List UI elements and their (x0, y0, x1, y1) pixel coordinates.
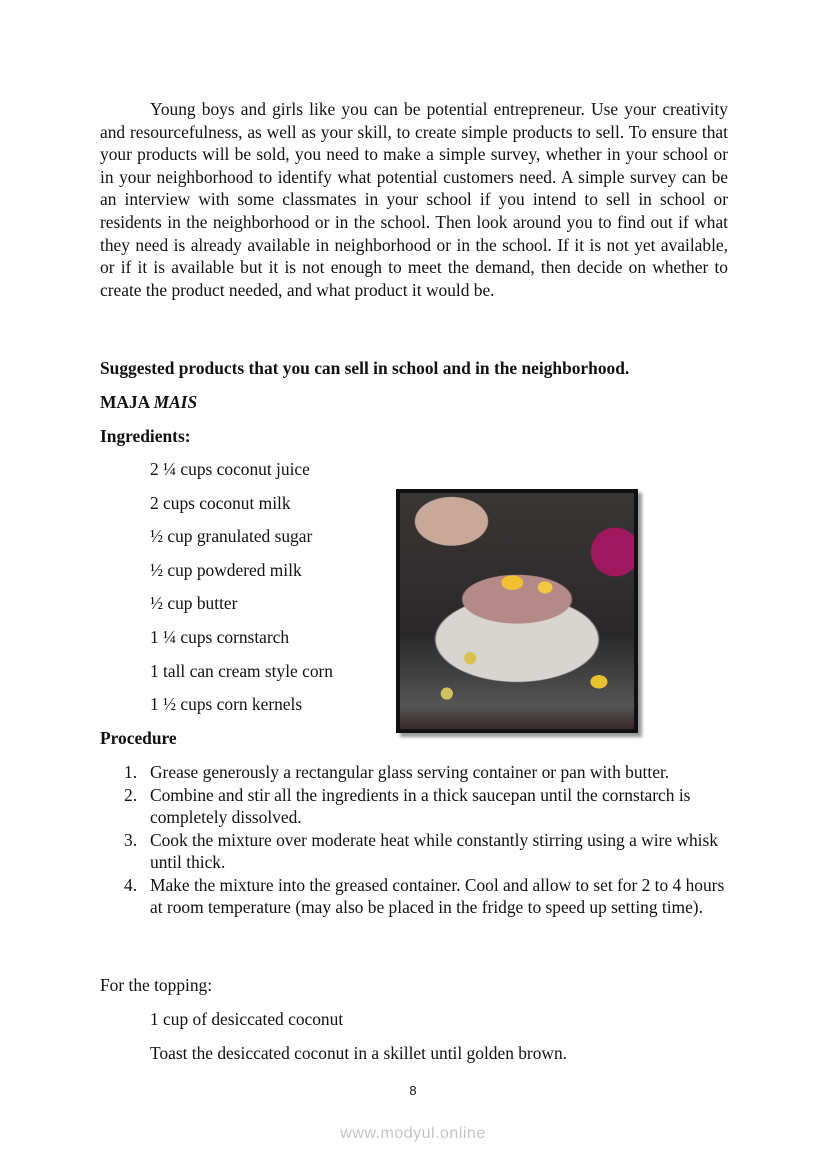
ingredients-heading: Ingredients: (100, 426, 191, 446)
procedure-step (100, 874, 730, 919)
page-number: 8 (409, 1083, 417, 1098)
recipe-title-part1: MAJA (100, 392, 154, 412)
procedure-heading: Procedure (100, 728, 177, 748)
procedure-step (100, 829, 730, 874)
procedure-list (100, 761, 730, 919)
intro-paragraph: Young boys and girls like you can be potential entrepreneur. Use your creativity and resourcefulness, as well as your skill, to create simple products to sell. To ensure that your products will be sold, you need to make a simple survey, whether in your school or in your neighborhood to identify what potential customers need. A simple survey can be an interview with some classmates in your school if you intend to sell in school or residents in the neighborhood or in the school. Then look around you to find out if what they need is already available in neighborhood or in the school. If it is not yet available, or if it is available but it is not enough to meet the demand, then decide on whether to create the product needed, and what product it would be. (100, 99, 728, 300)
step-number: 3. (124, 829, 138, 850)
step-text: Cook the mixture over moderate heat while constantly stirring using a wire whisk until thick. (150, 829, 718, 872)
topping-instruction: Toast the desiccated coconut in a skillet until golden brown. (150, 1043, 568, 1063)
ingredient-item: 2 cups coconut milk (150, 493, 291, 513)
topping-item: 1 cup of desiccated coconut (150, 1009, 344, 1029)
ingredient-item: ½ cup butter (150, 593, 238, 613)
step-number: 4. (124, 874, 138, 895)
ingredient-item: ½ cup powdered milk (150, 560, 302, 580)
watermark: www.modyul.online (340, 1125, 486, 1142)
step-number: 2. (124, 784, 138, 805)
ingredient-item: 1 ½ cups corn kernels (150, 694, 303, 714)
procedure-step (100, 784, 730, 829)
step-text: Make the mixture into the greased container. Cool and allow to set for 2 to 4 hours at room temperature (may also be placed in the fridge to speed up setting time). (150, 874, 725, 917)
maja-mais-photo (396, 489, 638, 733)
recipe-title-part2: MAIS (153, 392, 198, 412)
step-text: Grease generously a rectangular glass serving container or pan with butter. (150, 762, 670, 782)
ingredient-item: 1 tall can cream style corn (150, 661, 334, 681)
ingredient-item: 1 ¼ cups cornstarch (150, 627, 290, 647)
recipe-title (100, 392, 197, 413)
step-text: Combine and stir all the ingredients in a thick saucepan until the cornstarch is completely dissolved. (150, 784, 691, 827)
topping-heading: For the topping: (100, 975, 213, 995)
suggested-products-heading: Suggested products that you can sell in school and in the neighborhood. (100, 358, 630, 378)
ingredient-item: 2 ¼ cups coconut juice (150, 459, 310, 479)
ingredient-item: ½ cup granulated sugar (150, 526, 313, 546)
step-number: 1. (124, 762, 138, 782)
procedure-step (100, 761, 730, 784)
